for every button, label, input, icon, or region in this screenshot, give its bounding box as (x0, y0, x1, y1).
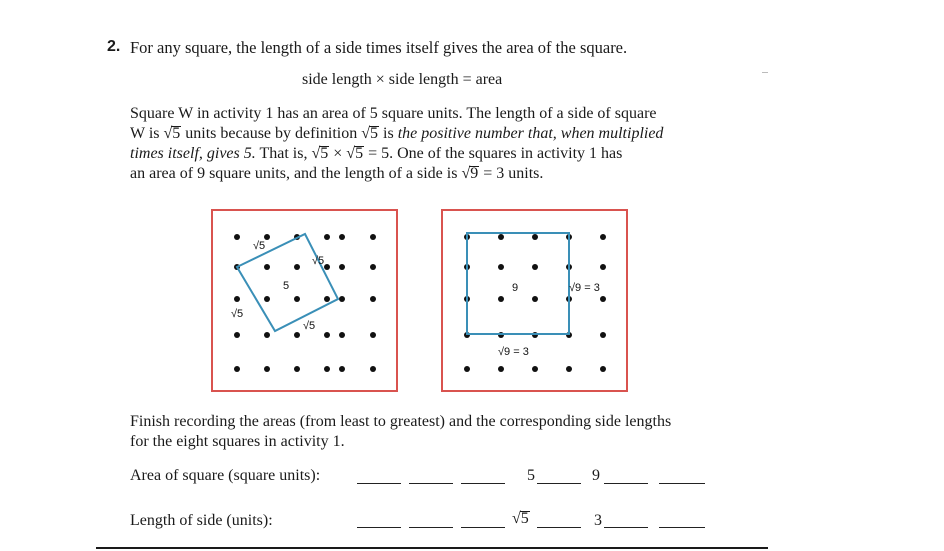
side-label-left: √5 (231, 308, 244, 320)
paragraph-line-1: Square W in activity 1 has an area of 5 square units. The length of a side of square (130, 105, 657, 122)
area-blank-4[interactable] (537, 483, 581, 484)
side-label-bottom: √9 = 3 (498, 346, 529, 358)
length-answer-sqrt5: √5 (512, 510, 529, 527)
paragraph-line-2: W is √5 units because by definition √5 is the positive number that, when multiplied (130, 125, 664, 142)
finish-instructions (130, 412, 770, 452)
formula-side-length-2: side length (388, 71, 459, 88)
area-blank-1[interactable] (357, 483, 401, 484)
length-blank-2[interactable] (409, 527, 453, 528)
side-label-bottom: √5 (303, 320, 316, 332)
explanation-paragraph (130, 104, 755, 184)
length-blank-1[interactable] (357, 527, 401, 528)
length-blank-4[interactable] (537, 527, 581, 528)
question-intro: For any square, the length of a side times itself gives the area of the square. (130, 38, 628, 57)
paragraph-line-4: an area of 9 square units, and the length of a side is √9 = 3 units. (130, 165, 544, 182)
bottom-rule (96, 547, 768, 549)
area-blank-5[interactable] (604, 483, 648, 484)
geoboard-upright-square (441, 209, 628, 392)
side-label-right: √9 = 3 (569, 282, 600, 294)
formula-area: area (475, 71, 503, 88)
margin-mark (762, 72, 768, 73)
geoboard-tilted-square (211, 209, 398, 392)
area-blank-6[interactable] (659, 483, 705, 484)
length-blank-5[interactable] (604, 527, 648, 528)
formula-times: × (375, 71, 385, 88)
formula-equals: = (462, 71, 472, 88)
length-answer-3: 3 (594, 512, 602, 529)
finish-line-1: Finish recording the areas (from least to greatest) and the corresponding side lengths (130, 413, 672, 430)
finish-line-2: for the eight squares in activity 1. (130, 433, 345, 450)
area-row-label: Area of square (square units): (130, 467, 321, 484)
length-row-label: Length of side (units): (130, 512, 273, 529)
paragraph-line-3: times itself, gives 5. That is, √5 × √5 = 5. One of the squares in activity 1 has (130, 145, 623, 162)
area-label: 9 (512, 282, 519, 294)
area-blank-2[interactable] (409, 483, 453, 484)
side-label-right: √5 (312, 255, 325, 267)
formula-side-length-1: side length (302, 71, 372, 88)
side-label-top: √5 (253, 240, 266, 252)
length-blank-3[interactable] (461, 527, 505, 528)
length-blank-6[interactable] (659, 527, 705, 528)
area-blank-3[interactable] (461, 483, 505, 484)
area-label: 5 (283, 280, 290, 292)
area-formula (302, 71, 502, 89)
area-answer-9: 9 (592, 467, 600, 484)
question-number: 2. (107, 38, 121, 55)
area-answer-5: 5 (527, 467, 535, 484)
